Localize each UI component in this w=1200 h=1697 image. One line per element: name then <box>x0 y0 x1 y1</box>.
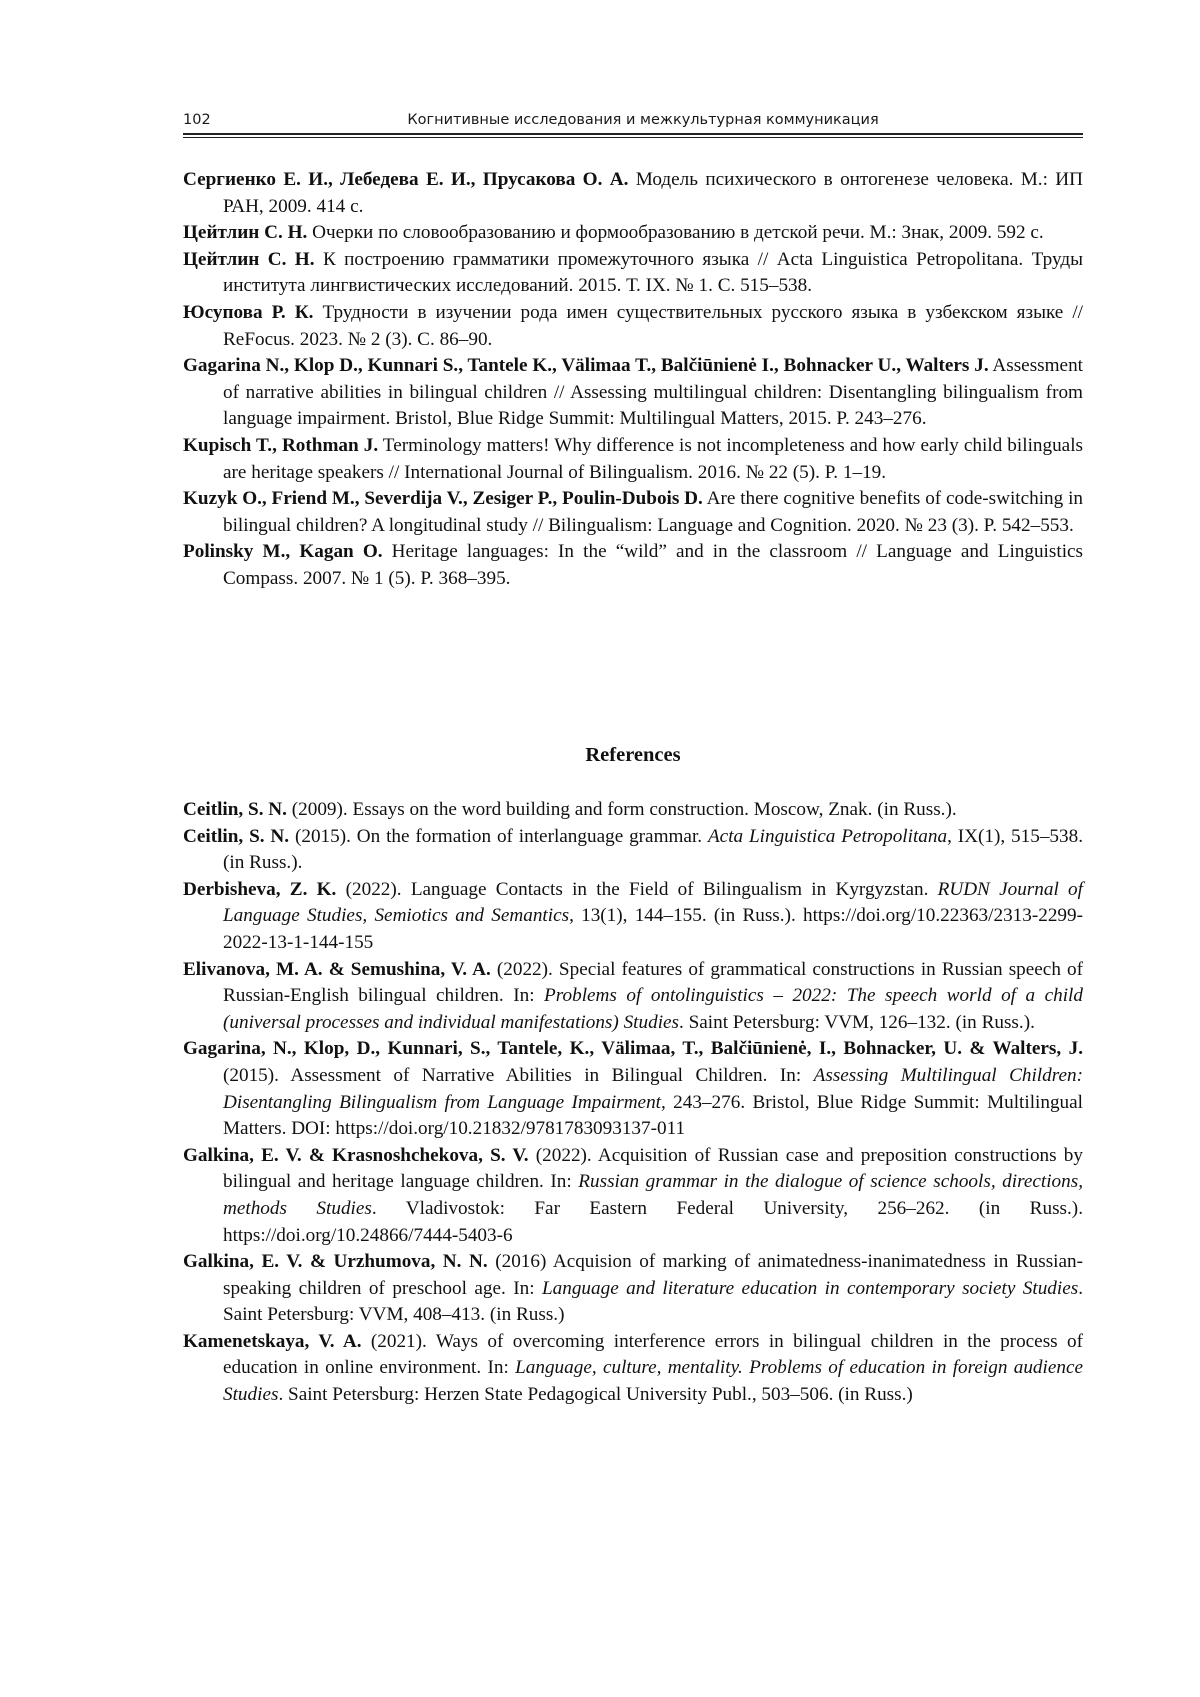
ref-text: Are there cognitive benefits of code-switching in bilingual children? A longitudinal study // Bilingualism: Language and Cognition. 2020. № 23 (3). P. 542–553. <box>223 488 1083 536</box>
ref-authors: Galkina, E. V. & Krasnoshchekova, S. V. <box>183 1145 529 1166</box>
ref-authors: Kuzyk O., Friend M., Severdija V., Zesiger P., Poulin-Dubois D. <box>183 488 703 509</box>
ref-details: , 243–276. Bristol, Blue Ridge Summit: Multilingual Matters. DOI: https://doi.org/10.21832/9781783093137-011 <box>223 1092 1083 1140</box>
ref-text: (2015). Assessment of Narrative Abilities in Bilingual Children. In: <box>223 1065 814 1086</box>
ref-details: , IX(1), 515–538. (in Russ.). <box>223 826 1083 874</box>
reference-item <box>183 797 1083 824</box>
references-list <box>183 797 1083 1409</box>
page-number: 102 <box>183 112 211 128</box>
ref-source: Language, culture, mentality. Problems of education in foreign audience Studies <box>223 1357 1083 1405</box>
ref-details: . Saint Petersburg: VVM, 126–132. (in Russ.). <box>679 1012 1035 1033</box>
literature-item <box>183 433 1083 486</box>
literature-item <box>183 247 1083 300</box>
ref-text: Terminology matters! Why difference is not incompleteness and how early child bilinguals are heritage speakers // International Journal of Bilingualism. 2016. № 22 (5). P. 1–19. <box>223 435 1083 483</box>
reference-item <box>183 1143 1083 1249</box>
ref-authors: Юсупова Р. К. <box>183 302 313 323</box>
ref-text: К построению грамматики промежуточного языка // Acta Linguistica Petropolitana. Труды института лингвистических исследований. 2015. Т. IX. № 1. С. 515–538. <box>223 249 1083 297</box>
ref-authors: Ceitlin, S. N. <box>183 826 289 847</box>
ref-authors: Kamenetskaya, V. A. <box>183 1331 362 1352</box>
ref-authors: Gagarina, N., Klop, D., Kunnari, S., Tantele, K., Välimaa, T., Balčiūnienė, I., Bohnacker, U. & Walters, J. <box>183 1038 1083 1059</box>
reference-item <box>183 1329 1083 1409</box>
ref-details: . Vladivostok: Far Eastern Federal University, 256–262. (in Russ.). https://doi.org/10.24866/7444-5403-6 <box>223 1198 1083 1246</box>
ref-authors: Gagarina N., Klop D., Kunnari S., Tantele K., Välimaa T., Balčiūnienė I., Bohnacker U., Walters J. <box>183 355 989 376</box>
ref-text: Трудности в изучении рода имен существительных русского языка в узбекском языке // ReFocus. 2023. № 2 (3). С. 86–90. <box>223 302 1083 350</box>
reference-item <box>183 877 1083 957</box>
ref-authors: Сергиенко Е. И., Лебедева Е. И., Прусакова О. А. <box>183 169 628 190</box>
ref-text: (2016) Acquision of marking of animatedness-inanimatedness in Russian-speaking children of preschool age. In: <box>223 1251 1083 1299</box>
ref-text: (2009). Essays on the word building and form construction. Moscow, Znak. (in Russ.). <box>287 799 957 820</box>
ref-authors: Galkina, E. V. & Urzhumova, N. N. <box>183 1251 488 1272</box>
references-heading: References <box>183 744 1083 767</box>
literature-item <box>183 167 1083 220</box>
reference-item <box>183 824 1083 877</box>
ref-authors: Ceitlin, S. N. <box>183 799 287 820</box>
literature-item <box>183 486 1083 539</box>
ref-authors: Polinsky M., Kagan O. <box>183 541 383 562</box>
reference-item <box>183 1036 1083 1142</box>
ref-details: , 13(1), 144–155. (in Russ.). https://doi.org/10.22363/2313-2299-2022-13-1-144-155 <box>223 905 1083 953</box>
ref-source: RUDN Journal of Language Studies, Semiotics and Semantics <box>223 879 1083 927</box>
ref-source: Acta Linguistica Petropolitana <box>708 826 947 847</box>
ref-details: . Saint Petersburg: VVM, 408–413. (in Russ.) <box>223 1278 1083 1326</box>
running-header <box>183 108 1083 134</box>
ref-source: Russian grammar in the dialogue of science schools, directions, methods Studies <box>223 1171 1083 1219</box>
journal-title: Когнитивные исследования и межкультурная коммуникация <box>183 112 1083 128</box>
ref-text: (2022). Language Contacts in the Field of Bilingualism in Kyrgyzstan. <box>336 879 937 900</box>
ref-authors: Elivanova, M. A. & Semushina, V. A. <box>183 959 491 980</box>
ref-text: (2022). Acquisition of Russian case and preposition constructions by bilingual and heritage language children. In: <box>223 1145 1083 1193</box>
literature-item <box>183 539 1083 592</box>
journal-page <box>0 0 1200 1697</box>
ref-text: Очерки по словообразованию и формообразованию в детской речи. М.: Знак, 2009. 592 с. <box>307 222 1043 243</box>
reference-item <box>183 957 1083 1037</box>
reference-item <box>183 1249 1083 1329</box>
ref-text: Heritage languages: In the “wild” and in the classroom // Language and Linguistics Compass. 2007. № 1 (5). P. 368–395. <box>223 541 1083 589</box>
ref-source: Problems of ontolinguistics – 2022: The speech world of a child (universal processes and individual manifestations) Studies <box>223 985 1083 1033</box>
ref-text: (2021). Ways of overcoming interference errors in bilingual children in the process of education in online environment. In: <box>223 1331 1083 1379</box>
ref-text: (2015). On the formation of interlanguage grammar. <box>289 826 708 847</box>
ref-source: Language and literature education in contemporary society Studies <box>542 1278 1078 1299</box>
ref-text: Assessment of narrative abilities in bilingual children // Assessing multilingual children: Disentangling bilingualism from language impairment. Bristol, Blue Ridge Summit: Multilingual Matters, 2015. P. 243–276. <box>223 355 1083 429</box>
ref-authors: Derbisheva, Z. K. <box>183 879 336 900</box>
ref-details: . Saint Petersburg: Herzen State Pedagogical University Publ., 503–506. (in Russ.) <box>278 1384 912 1405</box>
literature-list <box>183 167 1083 593</box>
ref-authors: Kupisch T., Rothman J. <box>183 435 378 456</box>
ref-text: (2022). Special features of grammatical constructions in Russian speech of Russian-English bilingual children. In: <box>223 959 1083 1007</box>
header-rule-thin <box>183 137 1083 138</box>
literature-item <box>183 220 1083 247</box>
literature-item <box>183 300 1083 353</box>
ref-authors: Цейтлин С. Н. <box>183 249 315 270</box>
ref-text: Модель психического в онтогенезе человека. М.: ИП РАН, 2009. 414 с. <box>223 169 1083 217</box>
header-rule-thick <box>183 133 1083 135</box>
literature-item <box>183 353 1083 433</box>
ref-authors: Цейтлин С. Н. <box>183 222 307 243</box>
ref-source: Assessing Multilingual Children: Disentangling Bilingualism from Language Impairment <box>223 1065 1083 1113</box>
